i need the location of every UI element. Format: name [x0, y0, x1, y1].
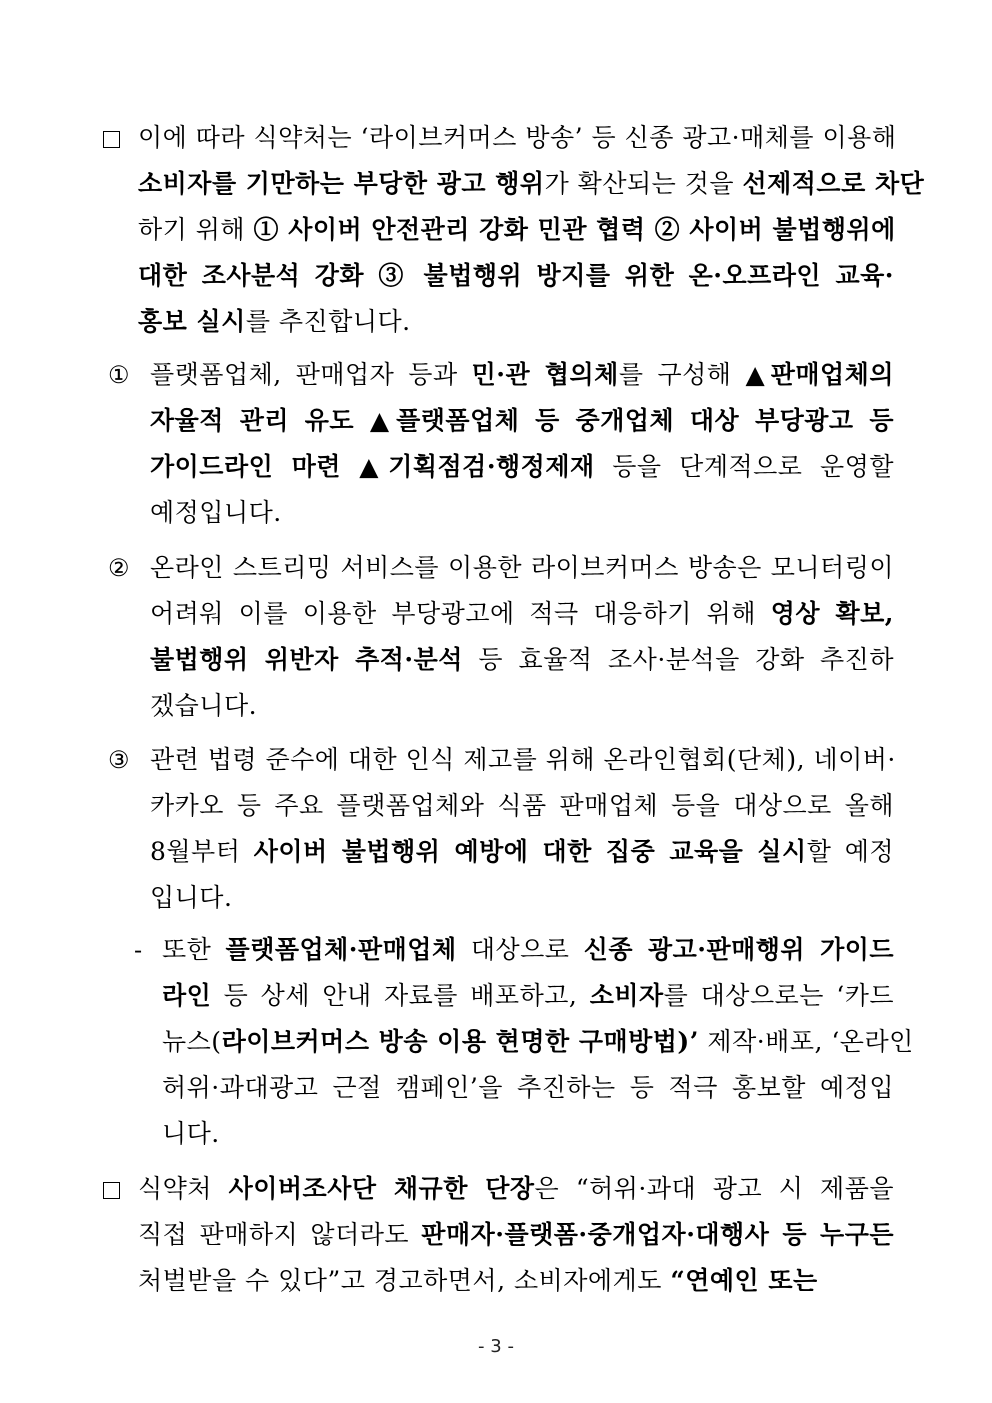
text-run: 식약처 — [138, 1174, 229, 1203]
text-line — [150, 545, 894, 591]
bold-text: ▲판매업체의 — [745, 360, 894, 389]
paragraph-item-1 — [150, 352, 894, 536]
text-run: 은 “허위·과대 광고 시 제품을 — [534, 1174, 894, 1203]
text-line — [162, 927, 894, 973]
bold-text: “연예인 또는 — [670, 1266, 818, 1295]
text-line — [150, 875, 894, 921]
text-run: 등을 단계적으로 운영할 — [594, 452, 894, 481]
text-run: 예정입니다. — [150, 498, 282, 527]
text-line — [138, 1166, 894, 1212]
text-line — [150, 783, 894, 829]
checkbox-bullet — [103, 1182, 120, 1199]
text-run: 이에 따라 식약처는 ‘라이브커머스 방송’ 등 신종 광고·매체를 이용해 — [138, 123, 897, 152]
page-number: - 3 - — [478, 1336, 514, 1357]
text-run: 겠습니다. — [150, 691, 258, 720]
circled-number-2: ② — [108, 554, 130, 582]
text-run: 를 추진합니다. — [245, 307, 411, 336]
circled-number-1: ① — [108, 361, 130, 389]
text-line — [138, 1258, 894, 1304]
text-line — [150, 737, 894, 783]
text-run: 관련 법령 준수에 대한 인식 제고를 위해 온라인협회(단체), 네이버· — [150, 745, 896, 774]
bold-text: 사이버조사단 채규한 단장 — [228, 1174, 535, 1203]
text-line — [138, 299, 894, 345]
text-line — [150, 352, 894, 398]
bold-text: 불법행위 위반자 추적·분석 — [150, 645, 463, 674]
checkbox-bullet — [103, 131, 120, 148]
text-line — [150, 490, 894, 536]
bold-text: 사이버 불법행위 예방에 대한 집중 교육을 실시 — [253, 837, 807, 866]
text-run: 플랫폼업체, 판매업자 등과 — [150, 360, 472, 389]
text-line — [150, 637, 894, 683]
text-line — [138, 207, 894, 253]
text-run: 등 상세 안내 자료를 배포하고, — [211, 981, 590, 1010]
text-line — [150, 398, 894, 444]
text-run: 입니다. — [150, 883, 233, 912]
text-line — [150, 444, 894, 490]
text-line — [138, 253, 894, 299]
text-run: 하기 위해 — [138, 215, 254, 244]
text-run: 8월부터 — [150, 837, 254, 866]
bold-text: 플랫폼업체·판매업체 — [225, 935, 457, 964]
text-line — [138, 1212, 894, 1258]
text-run: 등 효율적 조사·분석을 강화 추진하 — [462, 645, 894, 674]
bold-text: 신종 광고·판매행위 가이드 — [583, 935, 895, 964]
paragraph-quote — [138, 1166, 894, 1304]
bold-text: 영상 확보, — [770, 599, 895, 628]
bold-text: 선제적으로 차단 — [742, 169, 925, 198]
text-run: 제작·배포, ‘온라인 — [698, 1027, 914, 1056]
text-run: 어려워 이를 이용한 부당광고에 적극 대응하기 위해 — [150, 599, 771, 628]
text-run: 또한 — [162, 935, 226, 964]
bold-text: 가이드라인 마련 ▲기획점검·행정제재 — [150, 452, 595, 481]
text-line — [162, 973, 894, 1019]
text-line — [162, 1065, 894, 1111]
text-run: 온라인 스트리밍 서비스를 이용한 라이브커머스 방송은 모니터링이 — [150, 553, 894, 582]
bold-text: 대한 조사분석 강화 ③ 불법행위 방지를 위한 온·오프라인 교육· — [138, 261, 894, 290]
text-line — [150, 591, 894, 637]
bold-text: ① 사이버 안전관리 강화 민관 협력 ② 사이버 불법행위에 — [253, 215, 896, 244]
bold-text: 라이브커머스 방송 이용 현명한 구매방법)’ — [221, 1027, 699, 1056]
text-run: 뉴스( — [162, 1027, 222, 1056]
bold-text: 소비자 — [589, 981, 664, 1010]
text-run: 를 구성해 — [618, 360, 746, 389]
bold-text: 소비자를 기만하는 부당한 광고 행위 — [138, 169, 545, 198]
text-run: 가 확산되는 것을 — [544, 169, 743, 198]
text-run: 니다. — [162, 1119, 220, 1148]
text-line — [150, 829, 894, 875]
text-line — [138, 161, 925, 207]
circled-number-3: ③ — [108, 746, 130, 774]
text-line — [162, 1111, 894, 1157]
text-run: 처벌받을 수 있다”고 경고하면서, 소비자에게도 — [138, 1266, 671, 1295]
text-run: 직접 판매하지 않더라도 — [138, 1220, 422, 1249]
text-line — [150, 683, 894, 729]
bold-text: 판매자·플랫폼·중개업자·대행사 등 누구든 — [421, 1220, 894, 1249]
bold-text: 라인 — [162, 981, 212, 1010]
text-line — [138, 115, 897, 161]
text-run: 대상으로 — [456, 935, 584, 964]
paragraph-item-2 — [150, 545, 894, 729]
bold-text: 홍보 실시 — [138, 307, 246, 336]
text-run: 카카오 등 주요 플랫폼업체와 식품 판매업체 등을 대상으로 올해 — [150, 791, 894, 820]
paragraph-subitem — [162, 927, 914, 1157]
paragraph-item-3 — [150, 737, 894, 921]
paragraph-intro — [138, 115, 925, 345]
bold-text: 민·관 협의체 — [471, 360, 619, 389]
bold-text: 자율적 관리 유도 ▲플랫폼업체 등 중개업체 대상 부당광고 등 — [150, 406, 894, 435]
text-run: 허위·과대광고 근절 캠페인’을 추진하는 등 적극 홍보할 예정입 — [162, 1073, 894, 1102]
text-run: 할 예정 — [806, 837, 895, 866]
text-line — [162, 1019, 914, 1065]
dash-bullet: - — [134, 936, 143, 964]
text-run: 를 대상으로는 ‘카드 — [663, 981, 894, 1010]
